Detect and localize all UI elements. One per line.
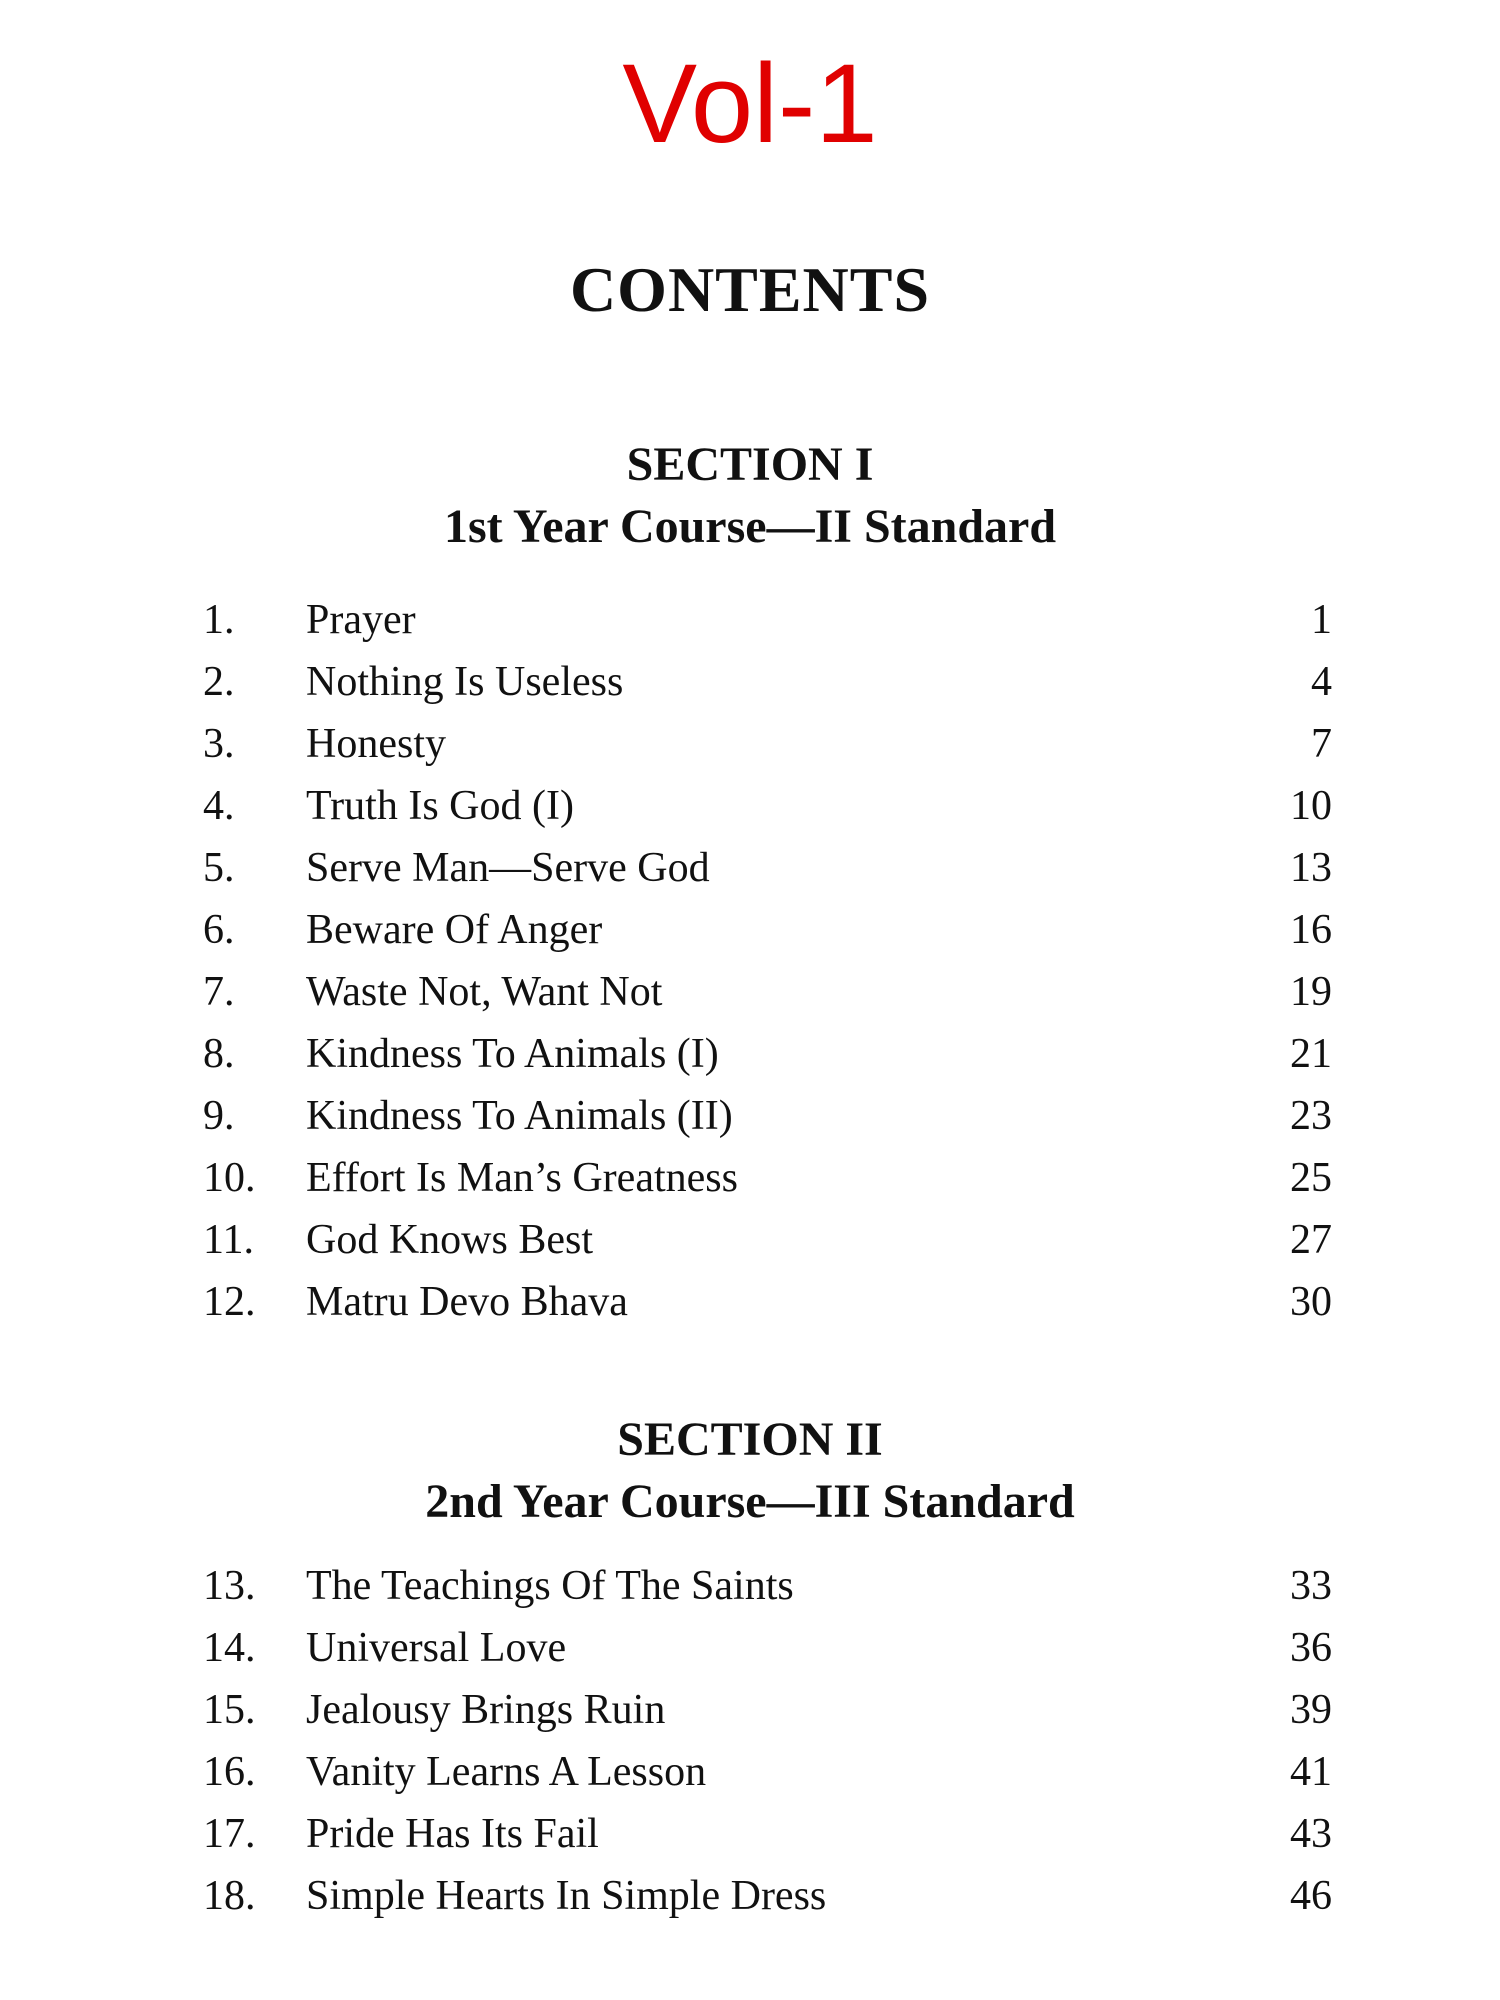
toc-entry (0, 1023, 1500, 1085)
toc-entry-title: Nothing Is Useless (306, 659, 624, 705)
toc-entry-title: Jealousy Brings Ruin (306, 1687, 666, 1733)
toc-entry (0, 1085, 1500, 1147)
toc-entry (0, 899, 1500, 961)
toc-entry-page: 36 (1290, 1625, 1332, 1671)
toc-entry (0, 1555, 1500, 1617)
toc-entry-page: 19 (1290, 969, 1332, 1015)
toc-entry-number: 4. (203, 783, 235, 829)
toc-entry (0, 1617, 1500, 1679)
toc-entry-title: Kindness To Animals (I) (306, 1031, 719, 1077)
toc-entry-page: 43 (1290, 1811, 1332, 1857)
section-1-title: SECTION I (626, 438, 874, 491)
toc-entry-page: 33 (1290, 1563, 1332, 1609)
toc-entry-page: 21 (1290, 1031, 1332, 1077)
toc-entry (0, 589, 1500, 651)
section-2-title: SECTION II (617, 1413, 883, 1466)
toc-entry-title: God Knows Best (306, 1217, 594, 1263)
section-2-subtitle: 2nd Year Course—III Standard (425, 1475, 1075, 1528)
toc-entry-page: 1 (1311, 597, 1332, 643)
toc-entry-number: 15. (203, 1687, 256, 1733)
toc-entry-number: 14. (203, 1625, 256, 1671)
toc-entry (0, 1865, 1500, 1927)
toc-entry-page: 25 (1290, 1155, 1332, 1201)
toc-entry-page: 13 (1290, 845, 1332, 891)
section-1-header (0, 434, 1500, 558)
toc-entry (0, 1741, 1500, 1803)
volume-label: Vol-1 (622, 41, 878, 166)
toc-entry-number: 5. (203, 845, 235, 891)
toc-entry-number: 16. (203, 1749, 256, 1795)
toc-entry (0, 651, 1500, 713)
toc-entry (0, 961, 1500, 1023)
toc-entry (0, 1803, 1500, 1865)
section-1-subtitle: 1st Year Course—II Standard (443, 500, 1057, 553)
toc-entry-page: 27 (1290, 1217, 1332, 1263)
toc-entry-number: 17. (203, 1811, 256, 1857)
toc-entry-number: 8. (203, 1031, 235, 1077)
toc-entry-number: 13. (203, 1563, 256, 1609)
toc-entry-page: 16 (1290, 907, 1332, 953)
toc-entry-number: 12. (203, 1279, 256, 1325)
toc-entry-page: 46 (1290, 1873, 1332, 1919)
toc-entry (0, 837, 1500, 899)
toc-entry (0, 775, 1500, 837)
toc-entry-title: Effort Is Man’s Greatness (306, 1155, 738, 1201)
toc-entry-number: 1. (203, 597, 235, 643)
toc-entry-title: Kindness To Animals (II) (306, 1093, 733, 1139)
toc-entry (0, 713, 1500, 775)
toc-entry-title: Vanity Learns A Lesson (306, 1749, 707, 1795)
toc-entry-number: 3. (203, 721, 235, 767)
section-2-header (0, 1409, 1500, 1533)
toc-entry (0, 1679, 1500, 1741)
toc-entry (0, 1271, 1500, 1333)
toc-entry-number: 2. (203, 659, 235, 705)
toc-entry-page: 10 (1290, 783, 1332, 829)
toc-entry-title: Pride Has Its Fail (306, 1811, 599, 1857)
toc-entry-title: Prayer (306, 597, 416, 643)
toc-entry-title: Truth Is God (I) (306, 783, 574, 829)
toc-entry (0, 1209, 1500, 1271)
toc-entry-number: 11. (203, 1217, 254, 1263)
toc-entry-title: Waste Not, Want Not (306, 969, 663, 1015)
toc-entry-number: 10. (203, 1155, 256, 1201)
toc-entry-page: 23 (1290, 1093, 1332, 1139)
toc-entry-page: 7 (1311, 721, 1332, 767)
toc-entry-title: The Teachings Of The Saints (306, 1563, 794, 1609)
toc-entry-number: 9. (203, 1093, 235, 1139)
toc-entry-page: 30 (1290, 1279, 1332, 1325)
toc-entry-title: Matru Devo Bhava (306, 1279, 628, 1325)
toc-entry (0, 1147, 1500, 1209)
toc-entry-number: 6. (203, 907, 235, 953)
section-1-toc-list (0, 589, 1500, 1333)
toc-entry-title: Beware Of Anger (306, 907, 603, 953)
toc-entry-number: 18. (203, 1873, 256, 1919)
toc-entry-title: Simple Hearts In Simple Dress (306, 1873, 827, 1919)
section-2-toc-list (0, 1555, 1500, 1927)
toc-entry-page: 41 (1290, 1749, 1332, 1795)
toc-entry-page: 4 (1311, 659, 1332, 705)
toc-entry-number: 7. (203, 969, 235, 1015)
toc-entry-title: Serve Man—Serve God (306, 845, 710, 891)
page-title: CONTENTS (569, 254, 931, 325)
toc-entry-title: Honesty (306, 721, 446, 767)
toc-entry-title: Universal Love (306, 1625, 567, 1671)
toc-entry-page: 39 (1290, 1687, 1332, 1733)
